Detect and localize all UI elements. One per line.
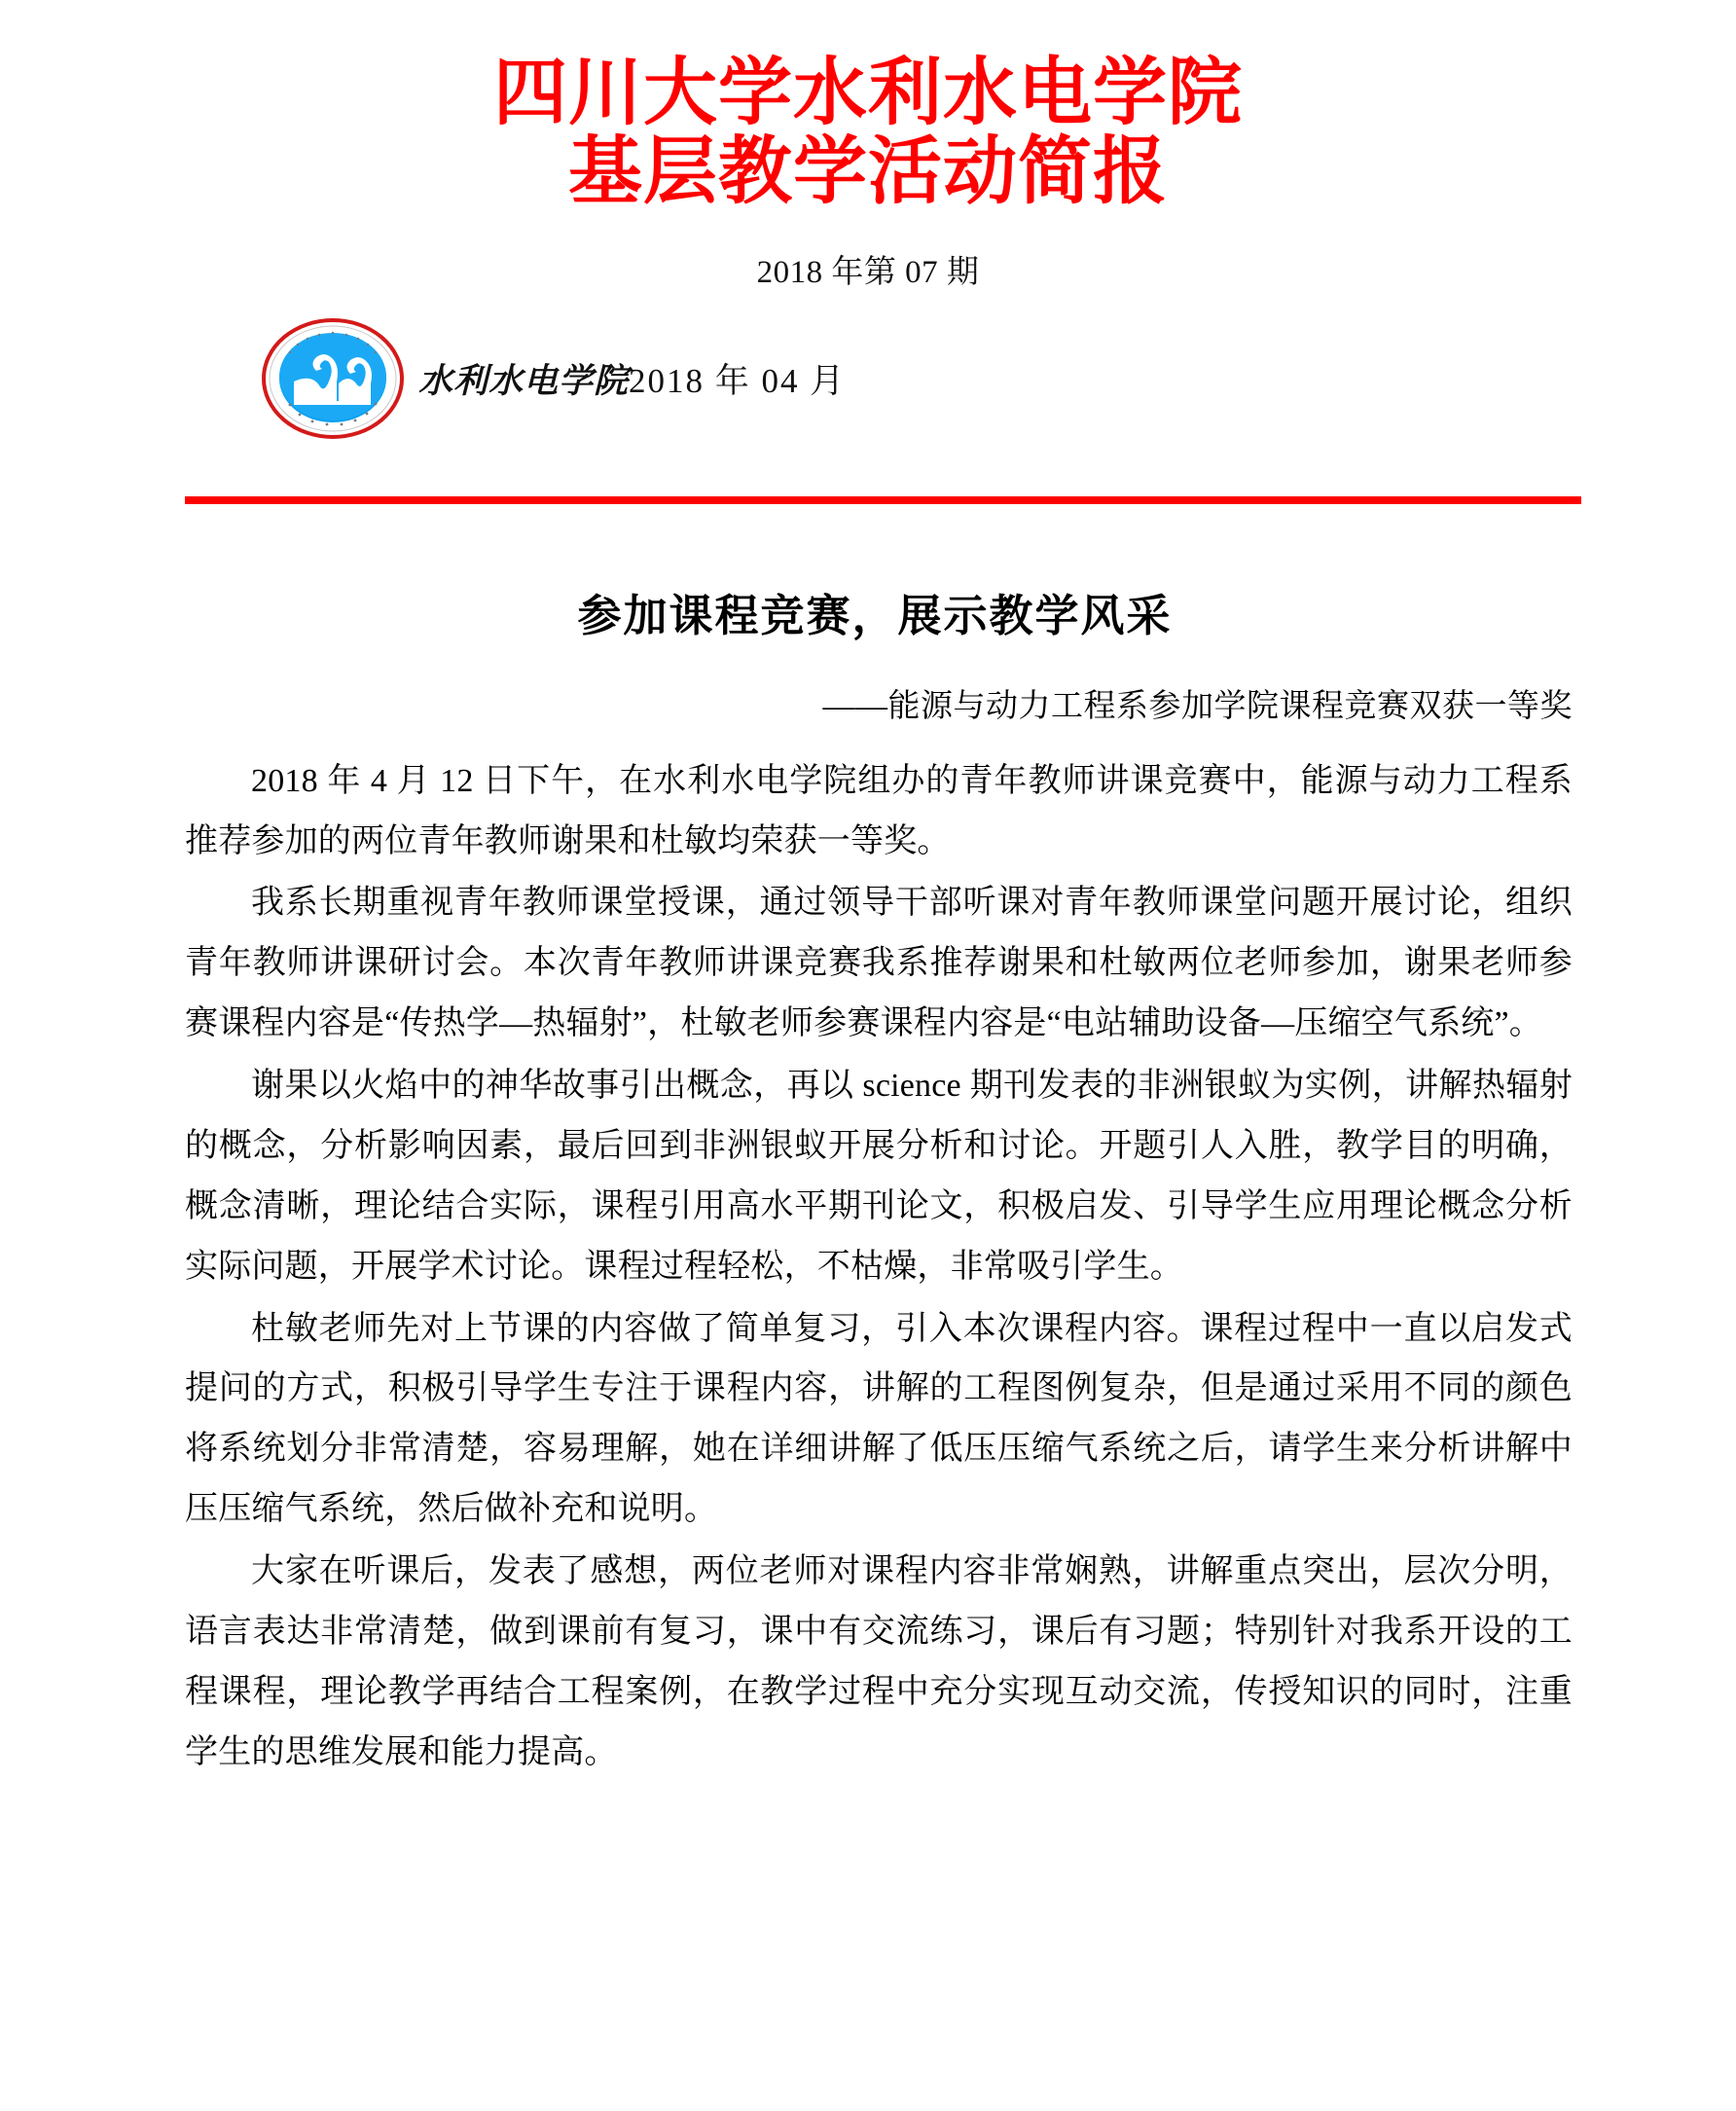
- article-paragraph: 我系长期重视青年教师课堂授课，通过领导干部听课对青年教师课堂问题开展讨论，组织青年教师讲课研讨会。本次青年教师讲课竞赛我系推荐谢果和杜敏两位老师参加，谢果老师参赛课程内容是“传热学—热辐射”，杜敏老师参赛课程内容是“电站辅助设备—压缩空气系统”。: [185, 885, 1573, 1042]
- red-divider-rule: [185, 496, 1581, 504]
- imprint-row: [0, 317, 1736, 440]
- masthead: [0, 0, 1736, 440]
- article-paragraph: 大家在听课后，发表了感想，两位老师对课程内容非常娴熟，讲解重点突出，层次分明，语言表达非常清楚，做到课前有复习，课中有交流练习，课后有习题；特别针对我系开设的工程课程，理论教学再结合工程案例，在教学过程中充分实现互动交流，传授知识的同时，注重学生的思维发展和能力提高。: [185, 1553, 1573, 1770]
- article-paragraph: 2018 年 4 月 12 日下午，在水利水电学院组办的青年教师讲课竞赛中，能源与动力工程系推荐参加的两位青年教师谢果和杜敏均荣获一等奖。: [185, 762, 1573, 859]
- article: [0, 580, 1736, 1783]
- article-paragraph: 杜敏老师先对上节课的内容做了简单复习，引入本次课程内容。课程过程中一直以启发式提问的方式，积极引导学生专注于课程内容，讲解的工程图例复杂，但是通过采用不同的颜色将系统划分非常清楚，容易理解，她在详细讲解了低压压缩气系统之后，请学生来分析讲解中压压缩气系统，然后做补充和说明。: [185, 1310, 1573, 1528]
- article-body: [185, 751, 1573, 1783]
- imprint-date: 2018 年 04 月: [629, 361, 847, 400]
- school-emblem-icon: [261, 317, 405, 440]
- imprint-text: [418, 354, 846, 403]
- issue-number: 2018 年第 07 期: [756, 254, 980, 290]
- article-paragraph: 谢果以火焰中的神华故事引出概念，再以 science 期刊发表的非洲银蚁为实例，讲解热辐射的概念，分析影响因素，最后回到非洲银蚁开展分析和讨论。开题引人入胜，教学目的明确，概念清晰，理论结合实际，课程引用高水平期刊论文，积极启发、引导学生应用理论概念分析实际问题，开展学术讨论。课程过程轻松，不枯燥，非常吸引学生。: [185, 1068, 1573, 1285]
- publication-title-line-1: 四川大学水利水电学院: [493, 53, 1243, 134]
- publication-title: [0, 55, 1736, 213]
- imprint-organization: 水利水电学院: [418, 360, 630, 401]
- red-divider-wrapper: [0, 496, 1736, 504]
- publication-title-line-2: 基层教学活动简报: [568, 131, 1168, 214]
- article-subtitle: ——能源与动力工程系参加学院课程竞赛双获一等奖: [822, 688, 1573, 724]
- article-title: 参加课程竞赛，展示教学风采: [577, 591, 1173, 640]
